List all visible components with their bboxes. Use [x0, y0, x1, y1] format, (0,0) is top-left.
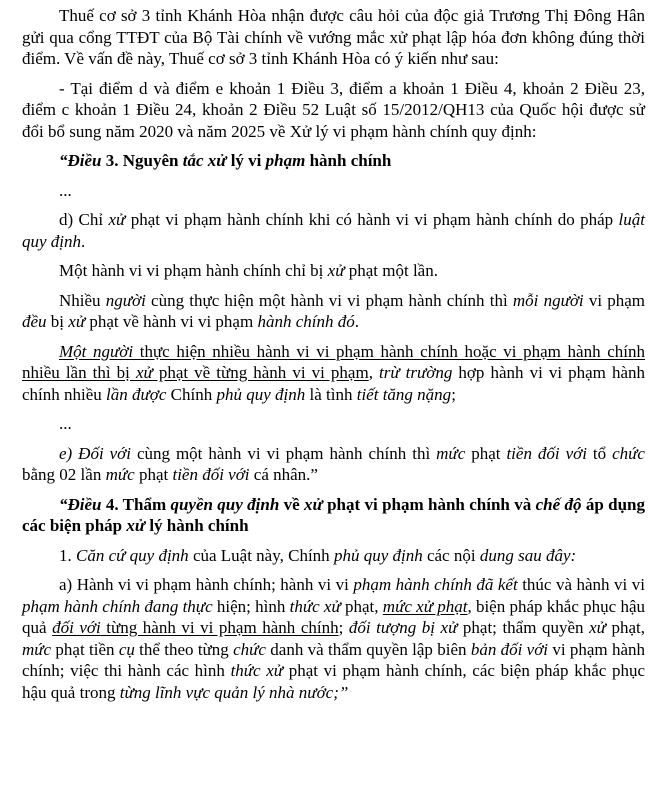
text-run: ...: [59, 180, 72, 200]
text-run: .: [81, 231, 86, 251]
paragraph: [22, 5, 645, 70]
text-run: lần được: [106, 384, 167, 404]
text-run: thực hiện nhiều hành vi vi phạm hành chính hoặc vi phạm hành chính nhiều lần thì bị: [22, 341, 645, 382]
text-run: cụ: [118, 639, 135, 659]
text-run: 3. Nguyên: [101, 151, 183, 170]
text-run: Thuế cơ sở 3 tỉnh Khánh Hòa nhận được câu hỏi của độc giả Trương Thị Đông Hân gửi qua cổng TTĐT của Bộ Tài chính về vướng mắc xử phạt lập hóa đơn không đúng thời điểm. Về vấn đề này, Thuế cơ sở 3 tỉnh Khánh Hòa có ý kiến như sau:: [22, 6, 645, 68]
paragraph: [22, 574, 645, 703]
text-run: phạt vi phạm hành chính và: [322, 494, 536, 514]
text-run: phủ quy định: [333, 545, 423, 565]
text-run: vi phạm hành chính; việc thi hành các hình: [22, 639, 646, 680]
text-run: mức: [105, 465, 135, 484]
document-body: [22, 5, 645, 703]
text-run: “Điều: [59, 494, 102, 514]
text-run: tiền đối với: [506, 443, 587, 463]
text-run: xử: [108, 210, 126, 229]
text-run: tiết tăng nặng: [356, 384, 452, 404]
text-run: Chính: [166, 384, 217, 404]
text-run: , biện pháp khắc phục hậu quả: [22, 596, 645, 637]
text-run: thức xử: [230, 661, 284, 680]
text-run: phạt về hành vi vi phạm: [85, 312, 258, 331]
text-run: e) Đối với: [59, 443, 131, 463]
text-run: phạt vi phạm hành chính, các biện pháp khắc phục hậu quả trong: [22, 661, 645, 702]
text-run: chức: [233, 639, 266, 659]
text-run: Nhiều: [59, 290, 106, 310]
text-run: bằng 02 lần: [22, 465, 106, 484]
text-run: 1.: [59, 545, 76, 565]
text-run: thúc và hành vi vi: [517, 575, 646, 594]
text-run: ,: [368, 363, 379, 382]
text-run: hành chính đó: [257, 312, 355, 331]
paragraph: [22, 290, 645, 333]
heading-paragraph: [22, 150, 645, 172]
text-run: của Luật này, Chính: [188, 545, 334, 565]
text-run: dung sau đây:: [479, 545, 577, 565]
text-run: phạt: [465, 443, 507, 463]
text-run: Một hành vi vi phạm hành chính chỉ bị: [59, 261, 328, 280]
paragraph: [22, 180, 645, 202]
text-run: xử: [327, 261, 345, 280]
text-run: mức: [436, 443, 466, 463]
text-run: chức: [612, 443, 645, 463]
text-run: Một người: [59, 341, 134, 361]
paragraph: [22, 260, 645, 282]
text-run: d) Chỉ: [59, 210, 109, 229]
text-run: tiền đối với: [172, 465, 250, 484]
text-run: phạt về từng hành vi vi phạm: [152, 363, 369, 382]
text-run: mỗi người: [512, 290, 584, 310]
text-run: phạt,: [340, 596, 383, 616]
text-run: danh và thẩm quyền lập biên: [265, 639, 471, 659]
text-run: xử: [68, 312, 86, 331]
text-run: xử: [135, 363, 153, 382]
text-run: phạt tiền: [51, 639, 119, 659]
paragraph: [22, 443, 645, 486]
text-run: các nội: [422, 545, 480, 565]
text-run: phạt vi phạm hành chính khi có hành vi vi phạm hành chính do pháp: [125, 210, 619, 229]
text-run: bị: [46, 312, 69, 331]
heading-paragraph: [22, 494, 645, 537]
text-run: “Điều: [59, 151, 102, 170]
text-run: mức xử phạt: [382, 596, 468, 616]
text-run: Căn cứ quy định: [76, 545, 189, 565]
text-run: vi phạm: [583, 290, 646, 310]
text-run: chế độ: [535, 494, 582, 514]
paragraph: [22, 413, 645, 435]
text-run: trừ trường: [379, 363, 453, 382]
paragraph: [22, 78, 645, 143]
text-run: a) Hành vi vi phạm hành chính; hành vi vi: [59, 575, 354, 594]
text-run: tắc xử: [182, 151, 227, 170]
text-run: đối với: [52, 618, 101, 637]
text-run: cùng một hành vi vi phạm hành chính thì: [130, 443, 437, 463]
text-run: thể theo từng: [134, 639, 234, 659]
text-run: bản đối với: [470, 639, 549, 659]
paragraph: [22, 209, 645, 252]
text-run: lý hành chính: [145, 516, 249, 535]
text-run: phạm hành chính đã kết: [353, 575, 518, 594]
paragraph: [22, 545, 645, 567]
text-run: phạm: [265, 151, 306, 170]
text-run: thức xử: [289, 596, 341, 616]
text-run: cá nhân.”: [249, 465, 318, 484]
text-run: người: [105, 290, 146, 310]
text-run: đều: [22, 312, 47, 331]
text-run: xử: [304, 494, 323, 514]
text-run: hiện; hình: [212, 596, 290, 616]
text-run: xử: [589, 618, 606, 637]
text-run: áp dụng các biện pháp: [22, 494, 645, 535]
text-run: phạm hành chính đang thực: [22, 596, 213, 616]
text-run: ...: [59, 414, 72, 433]
text-run: phạt: [134, 465, 173, 484]
text-run: từng hành vi vi phạm hành chính: [100, 618, 339, 637]
text-run: ;”: [333, 682, 349, 702]
text-run: 4. Thẩm: [101, 494, 171, 514]
text-run: phạt,: [605, 618, 645, 637]
text-run: - Tại điểm d và điểm e khoản 1 Điều 3, điểm a khoản 1 Điều 4, khoản 2 Điều 23, điểm c khoản 1 Điều 24, khoản 2 Điều 52 Luật số 15/2012/QH13 của Quốc hội được sử đổi bổ sung năm 2020 và năm 2025 về Xử lý vi phạm hành chính quy định:: [22, 78, 645, 141]
paragraph: [22, 341, 645, 406]
text-run: mức: [22, 639, 52, 659]
text-run: lý vi: [226, 151, 266, 170]
text-run: luật quy định: [22, 210, 645, 251]
text-run: hành chính: [305, 151, 392, 170]
text-run: phủ quy định: [216, 384, 306, 404]
text-run: hợp hành vi vi phạm hành chính nhiều: [22, 363, 646, 404]
text-run: ;: [338, 618, 349, 637]
text-run: tổ: [586, 443, 613, 463]
text-run: về: [279, 494, 305, 514]
text-run: phạt; thẩm quyền: [457, 618, 590, 637]
text-run: quyền quy định: [170, 494, 280, 514]
text-run: đối tượng bị xử: [348, 618, 458, 637]
text-run: xử: [126, 516, 146, 535]
text-run: cùng thực hiện một hành vi vi phạm hành chính thì: [145, 290, 513, 310]
text-run: từng lĩnh vực quản lý nhà nước: [119, 682, 334, 702]
text-run: phạt một lần.: [344, 261, 438, 280]
text-run: ;: [451, 384, 456, 404]
text-run: là tình: [305, 384, 357, 404]
text-run: .: [354, 312, 359, 331]
